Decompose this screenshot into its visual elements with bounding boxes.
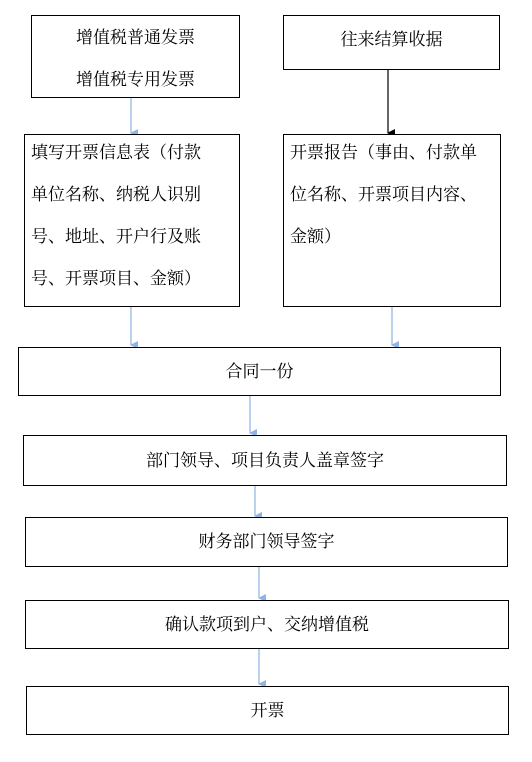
fill-form-line-4: 号、开票项目、金额） xyxy=(31,269,201,289)
invoice-type-general: 增值税普通发票 xyxy=(76,28,195,48)
receipt-label: 往来结算收据 xyxy=(340,30,443,50)
invoice-type-special: 增值税专用发票 xyxy=(76,70,195,90)
finance-sign-label: 财务部门领导签字 xyxy=(198,532,335,552)
report-line-2: 位名称、开票项目内容、 xyxy=(290,185,477,205)
invoice-types-box xyxy=(31,15,240,98)
issue-invoice-label: 开票 xyxy=(250,701,285,721)
fill-form-line-2: 单位名称、纳税人识别 xyxy=(31,185,201,205)
finance-sign-box xyxy=(25,517,508,567)
report-line-3: 金额） xyxy=(290,227,341,247)
receipt-box xyxy=(283,15,500,70)
report-box xyxy=(283,134,501,307)
department-sign-box xyxy=(23,435,507,486)
fill-form-line-3: 号、地址、开户行及账 xyxy=(31,227,201,247)
contract-box xyxy=(18,347,501,396)
issue-invoice-box xyxy=(26,686,509,735)
department-sign-label: 部门领导、项目负责人盖章签字 xyxy=(146,451,384,471)
fill-form-box xyxy=(24,134,240,307)
confirm-payment-box xyxy=(25,600,509,649)
confirm-payment-label: 确认款项到户、交纳增值税 xyxy=(165,615,369,635)
fill-form-line-1: 填写开票信息表（付款 xyxy=(31,143,201,163)
report-line-1: 开票报告（事由、付款单 xyxy=(290,143,477,163)
contract-label: 合同一份 xyxy=(225,362,294,382)
